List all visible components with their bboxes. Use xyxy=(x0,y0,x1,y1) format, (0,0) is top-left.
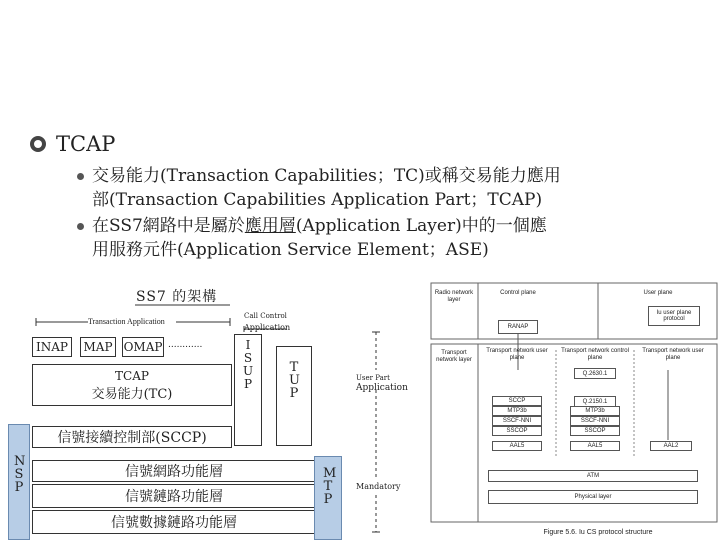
bullet-dot-icon xyxy=(77,223,84,230)
sccp-box-right: SCCP xyxy=(492,396,542,406)
sub-bullet-1 xyxy=(30,164,710,212)
sccp-box: 信號接續控制部(SCCP) xyxy=(32,426,232,448)
underlined-term: 應用層 xyxy=(244,216,296,236)
transport-network-layer-label: Transport network layer xyxy=(436,350,472,363)
bullet-dot-icon xyxy=(77,173,84,180)
figure-caption: Figure 5.6. Iu CS protocol structure xyxy=(543,529,653,536)
iu-cs-protocol-figure xyxy=(428,280,720,540)
user-part-application-label: Application xyxy=(356,383,408,393)
figure-title: SS7 的架構 xyxy=(136,289,218,305)
sub-bullet-1-line1: 交易能力(Transaction Capabilities；TC)或稱交易能力應用 xyxy=(92,166,561,186)
isup-label: I S U P xyxy=(243,338,254,391)
map-box: MAP xyxy=(80,337,116,357)
sscf-nni-box-2: SSCF-NNI xyxy=(570,416,620,426)
sub-bullet-2 xyxy=(30,214,710,262)
iu-up-box: Iu user plane protocol xyxy=(648,306,700,326)
sub-bullet-2-line2: 用服務元件(Application Service Element；ASE) xyxy=(92,240,489,260)
tup-box xyxy=(276,346,312,446)
physical-layer-box: Physical layer xyxy=(488,490,698,504)
sscop-box-1: SSCOP xyxy=(492,426,542,436)
mtp-box xyxy=(314,456,342,540)
omap-box: OMAP xyxy=(122,337,164,357)
sscf-nni-box-1: SSCF-NNI xyxy=(492,416,542,426)
nsp-box xyxy=(8,424,30,540)
bullet-list xyxy=(30,132,710,262)
text-post: (Application Layer)中的一個應 xyxy=(295,216,547,236)
inap-box: INAP xyxy=(32,337,72,357)
transaction-application-label: Transaction Application xyxy=(88,317,165,326)
call-control-label: Call Control xyxy=(244,312,287,320)
q2630-box: Q.2630.1 xyxy=(574,368,616,379)
tn-user-plane-label-1: Transport network user plane xyxy=(486,348,548,361)
data-link-function-box: 信號數據鏈路功能層 xyxy=(32,510,316,534)
tup-label: T U P xyxy=(289,360,300,401)
tn-control-plane-label: Transport network control plane xyxy=(561,348,629,361)
q2150-box: Q.2150.1 xyxy=(574,396,616,407)
aal5-box-1: AAL5 xyxy=(492,441,542,451)
tn-user-plane-label-2: Transport network user plane xyxy=(642,348,704,361)
more-dots: ............ xyxy=(168,340,203,350)
user-part-label: User Part xyxy=(356,374,390,382)
slide-heading: TCAP xyxy=(56,132,116,156)
mandatory-label: Mandatory xyxy=(356,482,401,491)
tcap-box xyxy=(32,364,232,406)
tc-label: 交易能力(TC) xyxy=(91,386,173,402)
atm-box: ATM xyxy=(488,470,698,482)
mtp-label: M T P xyxy=(323,466,337,507)
radio-network-layer-label: Radio network layer xyxy=(434,290,474,303)
sub-bullet-2-line1 xyxy=(92,214,710,238)
top-bullet xyxy=(30,132,710,156)
sscop-box-2: SSCOP xyxy=(570,426,620,436)
ranap-box: RANAP xyxy=(498,320,538,334)
tcap-label: TCAP xyxy=(115,368,149,383)
mtp3b-box-1: MTP3b xyxy=(492,406,542,416)
sub-bullet-1-line2: 部(Transaction Capabilities Application Part；TCAP) xyxy=(92,190,543,210)
nsp-label: N S P xyxy=(14,454,26,495)
user-plane-label: User plane xyxy=(643,290,673,296)
mtp3b-box-2: MTP3b xyxy=(570,406,620,416)
text-pre: 在SS7網路中是屬於 xyxy=(92,216,245,236)
call-control-application-label: Application xyxy=(244,323,291,332)
link-function-box: 信號鏈路功能層 xyxy=(32,484,316,508)
aal2-box: AAL2 xyxy=(650,441,692,451)
ss7-architecture-figure xyxy=(8,280,418,540)
control-plane-label: Control plane xyxy=(500,290,536,296)
network-function-box: 信號網路功能層 xyxy=(32,460,316,482)
bullet-circle-icon xyxy=(30,136,46,152)
isup-box xyxy=(234,334,262,446)
aal5-box-2: AAL5 xyxy=(570,441,620,451)
